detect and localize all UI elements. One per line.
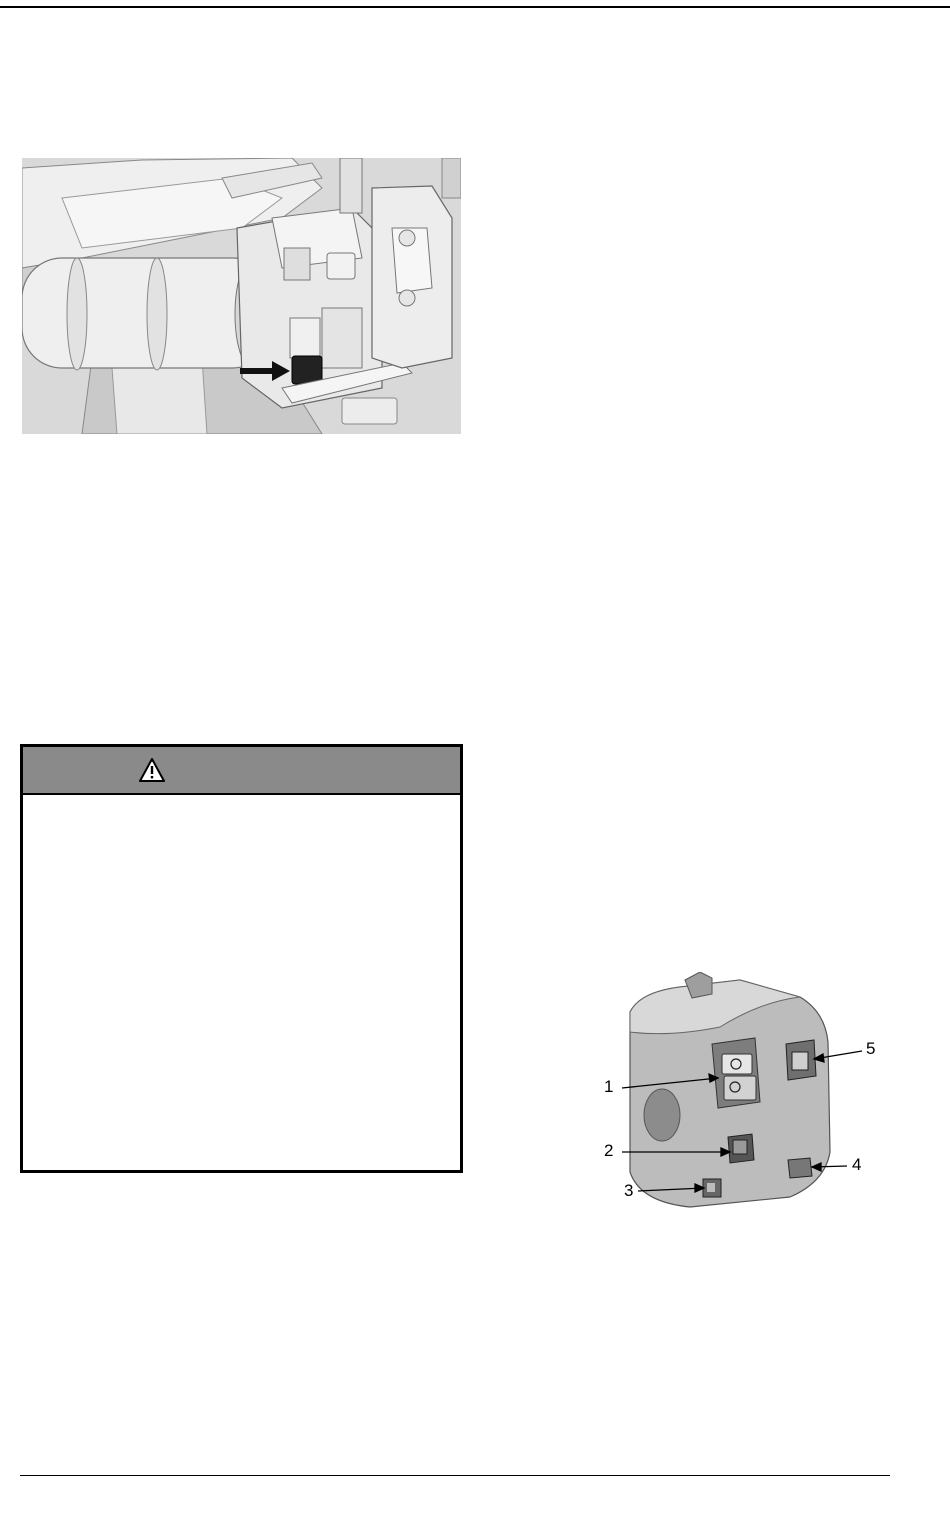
warning-header: [23, 747, 460, 795]
header-rule: [0, 6, 950, 8]
callout-label-3: 3: [624, 1181, 634, 1200]
footer-rule: [20, 1475, 890, 1476]
switch-housing-diagram: [600, 972, 890, 1212]
handlebar-switch-figure: [22, 158, 461, 434]
callout-label-4: 4: [852, 1155, 862, 1174]
callout-label-2: 2: [604, 1141, 614, 1160]
callout-label-5: 5: [866, 1039, 876, 1058]
warning-box: [20, 744, 463, 1173]
warning-triangle-icon: [138, 757, 166, 783]
callout-label-1: 1: [604, 1077, 614, 1096]
